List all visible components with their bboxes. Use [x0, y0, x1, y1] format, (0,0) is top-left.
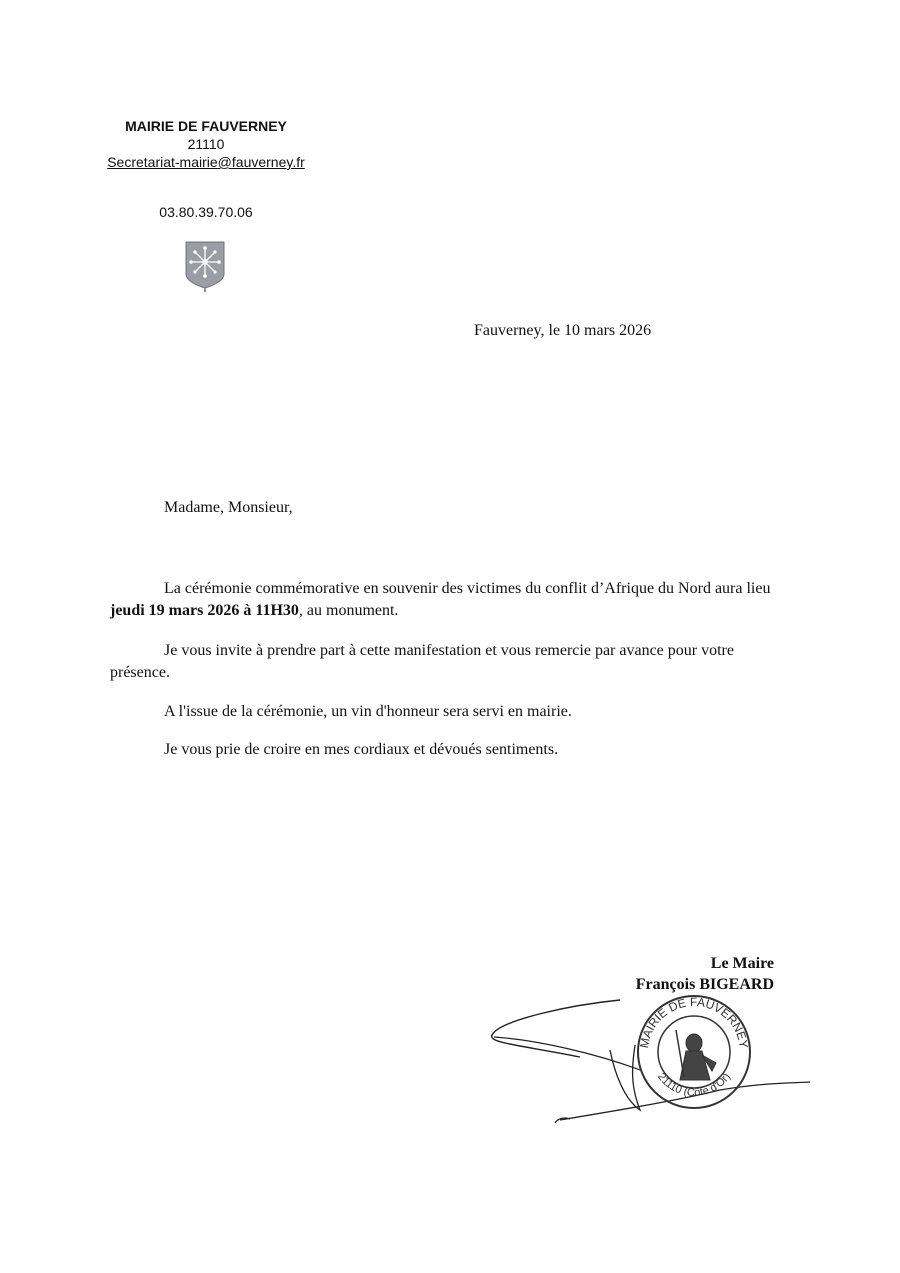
ceremony-date-time: jeudi 19 mars 2026 à 11H30 — [110, 602, 299, 619]
paragraph-invitation: Je vous invite à prendre part à cette manifestation et vous remercie par avance pour votre présence. — [110, 642, 734, 681]
letter-date: Fauverney, le 10 mars 2026 — [474, 322, 652, 339]
mairie-stamp — [637, 995, 751, 1108]
stamp-top-text: MAIRIE DE FAUVERNEY — [637, 994, 751, 1050]
coat-of-arms-icon — [184, 240, 226, 292]
paragraph-ceremony-text: La cérémonie commémorative en souvenir des victimes du conflit d’Afrique du Nord aura lieu — [164, 580, 771, 597]
postcode: 21110 — [187, 136, 225, 152]
letterhead — [96, 117, 316, 171]
signatory-name: François BIGEARD — [635, 976, 774, 993]
paragraph-closing: Je vous prie de croire en mes cordiaux et dévoués sentiments. — [164, 741, 559, 758]
stamp-bottom-text: 21110 (Côte d'Or) — [654, 1070, 734, 1100]
signatory-title: Le Maire — [710, 955, 774, 972]
mairie-name: MAIRIE DE FAUVERNEY — [125, 118, 287, 134]
paragraph-ceremony-end: , au monument. — [298, 602, 399, 619]
salutation: Madame, Monsieur, — [164, 499, 293, 516]
phone-number: 03.80.39.70.06 — [159, 204, 253, 220]
paragraph-reception: A l'issue de la cérémonie, un vin d'honneur sera servi en mairie. — [164, 703, 572, 720]
signature-and-stamp — [480, 985, 820, 1135]
email-link[interactable]: Secretariat-mairie@fauverney.fr — [107, 154, 305, 170]
paragraph-ceremony — [110, 578, 790, 622]
